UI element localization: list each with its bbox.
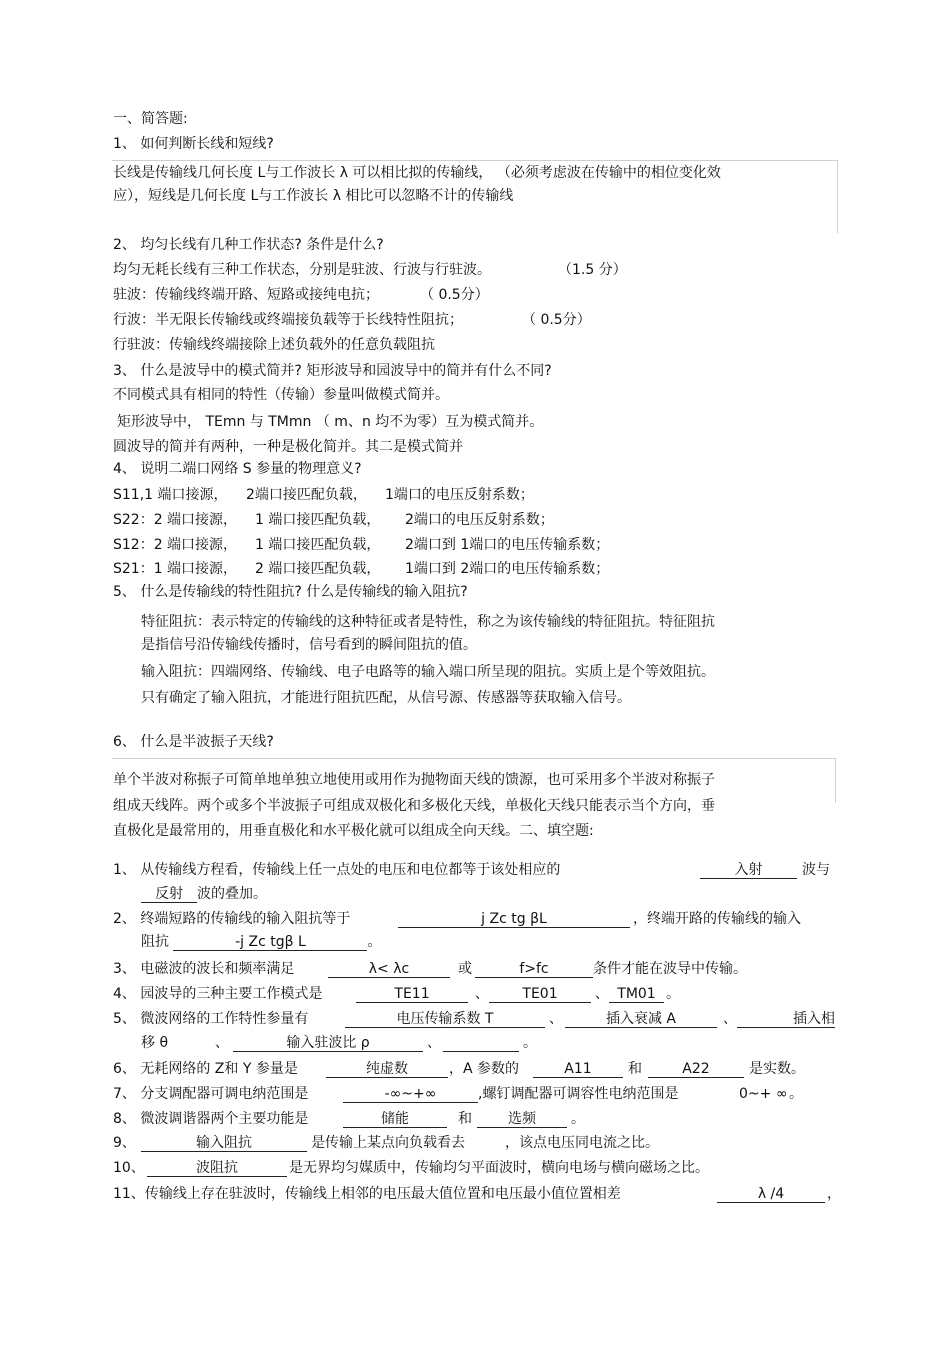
fill-11-text: 11、传输线上存在驻波时，传输线上相邻的电压最大值位置和电压最小值位置相差 [113,1186,621,1202]
fill-4-blank-1: TE11 [356,986,468,1003]
fill-10-blank-1: 波阻抗 [147,1160,287,1177]
fill-6-blank-1: 纯虚数 [326,1061,448,1078]
fill-3-blank-2: f>fc [475,961,593,978]
fill-5-cont [141,1034,561,1052]
q6-answer-line-2: 组成天线阵。两个或多个半波振子可组成双极化和多极化天线，单极化天线只能表示当个方向，垂 [113,798,715,814]
fill-7-text-3: 。 [789,1086,803,1102]
q2-score-1: （1.5 分） [558,262,627,278]
fill-1-text-3: 波的叠加。 [197,886,267,902]
fill-9 [113,1134,838,1152]
q3-answer-line-3: 圆波导的简并有两种，一种是极化简并。其二是模式简并 [113,439,463,455]
fill-2 [113,910,838,928]
fill-11-text-2: ， [827,1186,841,1202]
q2-answer-line-1: 均匀无耗长线有三种工作状态，分别是驻波、行波与行驻波。 [113,262,491,278]
fill-1 [113,861,838,879]
fill-4-text-3: 、 [595,986,609,1002]
fill-11 [113,1185,841,1203]
fill-9-blank-1: 输入阻抗 [141,1135,307,1152]
q4-row-meaning: 1端口到 2端口的电压传输系数； [405,561,610,577]
fill-7-text-2: ,螺钉调配器可调容性电纳范围是 [478,1086,679,1102]
q5-answer-line-4: 只有确定了输入阻抗，才能进行阻抗匹配，从信号源、传感器等获取输入信号。 [141,690,631,706]
fill-11-blank-1: λ /4 [717,1186,825,1203]
fill-5-text-3: 、 [723,1011,737,1027]
q4-row-load: 2端口接匹配负载， [246,487,367,503]
fill-10-text-2: 是无界均匀媒质中，传输均匀平面波时，横向电场与横向磁场之比。 [289,1160,709,1176]
fill-6-blank-3: A22 [648,1061,744,1078]
q4-row-load: 1 端口接匹配负载， [255,537,381,553]
q2-question: 2、 均匀长线有几种工作状态? 条件是什么? [113,237,384,253]
fill-9-text: 9、 [113,1135,136,1151]
q4-row-key: S22：2 端口接源， [113,512,238,528]
q6-question: 6、 什么是半波振子天线? [113,734,274,750]
fill-6-text-4: 是实数。 [749,1061,805,1077]
fill-3 [113,960,838,978]
fill-9-text-3: ，该点电压同电流之比。 [505,1135,659,1151]
q5-answer-line-2: 是指信号沿传输线传播时，信号看到的瞬间阻抗的值。 [141,637,477,653]
q6-answer-line-1: 单个半波对称振子可简单地单独立地使用或用作为抛物面天线的馈源，也可采用多个半波对称振子 [113,772,715,788]
q4-row-key: S12：2 端口接源， [113,537,238,553]
fill-2-blank-2: -j Zc tgβ L [173,934,367,951]
q3-answer-line-2: 矩形波导中， TEmn 与 TMmn （ m、n 均不为零）互为模式简并。 [117,414,544,430]
fill-5-text-4: 移 θ [141,1035,169,1051]
fill-4 [113,985,838,1003]
fill-5-blank-3: 插入相 [737,1011,835,1028]
q2-score-3: （ 0.5分） [522,312,591,328]
fill-6-blank-2: A11 [533,1061,623,1078]
q4-row-key: S21：1 端口接源， [113,561,238,577]
fill-1-blank-1: 入射 [700,862,797,879]
fill-5-text-7: 。 [523,1035,537,1051]
fill-7 [113,1085,838,1103]
section-title-short-answer: 一、简答题: [113,111,188,127]
q2-answer-line-2: 驻波：传输线终端开路、短路或接纯电抗； [113,287,379,303]
fill-7-blank-2: 0~+ ∞ [739,1086,788,1102]
fill-7-text: 7、 分支调配器可调电纳范围是 [113,1086,309,1102]
q5-answer-line-1: 特征阻抗：表示特定的传输线的这种特征或者是特性，称之为该传输线的特征阻抗。特征阻抗 [141,614,715,630]
q3-question: 3、 什么是波导中的模式简并? 矩形波导和园波导中的简并有什么不同? [113,363,552,379]
q4-row-load: 2 端口接匹配负载， [255,561,381,577]
q3-answer-line-1: 不同模式具有相同的特性（传输）参量叫做模式简并。 [113,387,449,403]
fill-4-blank-2: TE01 [489,986,591,1003]
q4-question: 4、 说明二端口网络 S 参量的物理意义? [113,461,362,477]
q2-score-2: （ 0.5分） [420,287,489,303]
fill-1-blank-2: 反射 [141,886,197,903]
fill-1-cont [141,885,267,903]
q2-answer-line-4: 行驻波：传输线终端接除上述负载外的任意负载阻抗 [113,337,435,353]
fill-5-blank-4: 输入驻波比 ρ [233,1035,423,1052]
fill-6 [113,1060,838,1078]
fill-5-text-2: 、 [549,1011,563,1027]
fill-8-text-3: 。 [571,1111,585,1127]
fill-7-blank-1: -∞~+∞ [343,1086,478,1103]
q4-row-meaning: 2端口到 1端口的电压传输系数； [405,537,610,553]
fill-6-text: 6、 无耗网络的 Z和 Y 参量是 [113,1061,298,1077]
fill-10-text: 10、 [113,1160,145,1176]
fill-4-text-4: 。 [666,986,680,1002]
q1-answer-line-2: 应），短线是几何长度 L与工作波长 λ 相比可以忽略不计的传输线 [113,188,514,204]
fill-8-text: 8、 微波调谐器两个主要功能是 [113,1111,309,1127]
fill-3-text-2: 或 [458,961,472,977]
fill-2-text: 2、 终端短路的传输线的输入阻抗等于 [113,911,351,927]
q5-answer-line-3: 输入阻抗：四端网络、传输线、电子电路等的输入端口所呈现的阻抗。实质上是个等效阻抗。 [141,664,715,680]
q5-question: 5、 什么是传输线的特性阻抗? 什么是传输线的输入阻抗? [113,584,468,600]
q4-row-meaning: 2端口的电压反射系数； [405,512,554,528]
fill-3-text: 3、 电磁波的波长和频率满足 [113,961,295,977]
fill-2-text-3: 阻抗 [141,934,169,950]
fill-5-text-5: 、 [215,1035,229,1051]
fill-8-text-2: 和 [458,1111,472,1127]
fill-3-text-3: 条件才能在波导中传输。 [593,961,747,977]
q1-question: 1、 如何判断长线和短线? [113,136,274,152]
fill-5-text: 5、 微波网络的工作特性参量有 [113,1011,309,1027]
fill-4-text: 4、 园波导的三种主要工作模式是 [113,986,323,1002]
q6-answer-line-3: 直极化是最常用的，用垂直极化和水平极化就可以组成全向天线。二、填空题: [113,823,594,839]
q2-answer-line-3: 行波：半无限长传输线或终端接负载等于长线特性阻抗； [113,312,463,328]
fill-6-text-3: 和 [628,1061,642,1077]
fill-2-text-4: 。 [367,934,382,950]
fill-1-text-2: 波与 [802,862,830,878]
fill-8-blank-2: 选频 [477,1111,567,1128]
fill-2-cont [141,933,381,951]
fill-9-text-2: 是传输上某点向负载看去 [311,1135,465,1151]
q4-row-key: S11,1 端口接源， [113,487,228,503]
fill-5-text-6: 、 [427,1035,441,1051]
q1-answer-line-1: 长线是传输线几何长度 L与工作波长 λ 可以相比拟的传输线， （必须考虑波在传输中的相位变化效 [113,165,721,181]
fill-5-blank-1: 电压传输系数 T [345,1011,545,1028]
fill-4-blank-3: TM01 [609,986,664,1003]
fill-6-text-2: ，A 参数的 [449,1061,520,1077]
q4-row-load: 1 端口接匹配负载， [255,512,381,528]
fill-3-blank-1: λ< λc [328,961,450,978]
fill-8 [113,1110,838,1128]
fill-2-text-2: ，终端开路的传输线的输入 [633,911,801,927]
fill-5 [113,1010,838,1028]
fill-8-blank-1: 储能 [343,1111,447,1128]
fill-5-blank-5 [443,1035,519,1052]
fill-2-blank-1: j Zc tg βL [398,911,630,928]
fill-4-text-2: 、 [475,986,489,1002]
fill-10 [113,1159,838,1177]
fill-1-text: 1、 从传输线方程看，传输线上任一点处的电压和电位都等于该处相应的 [113,862,561,878]
fill-5-blank-2: 插入衰减 A [565,1011,717,1028]
q4-row-meaning: 1端口的电压反射系数； [385,487,534,503]
